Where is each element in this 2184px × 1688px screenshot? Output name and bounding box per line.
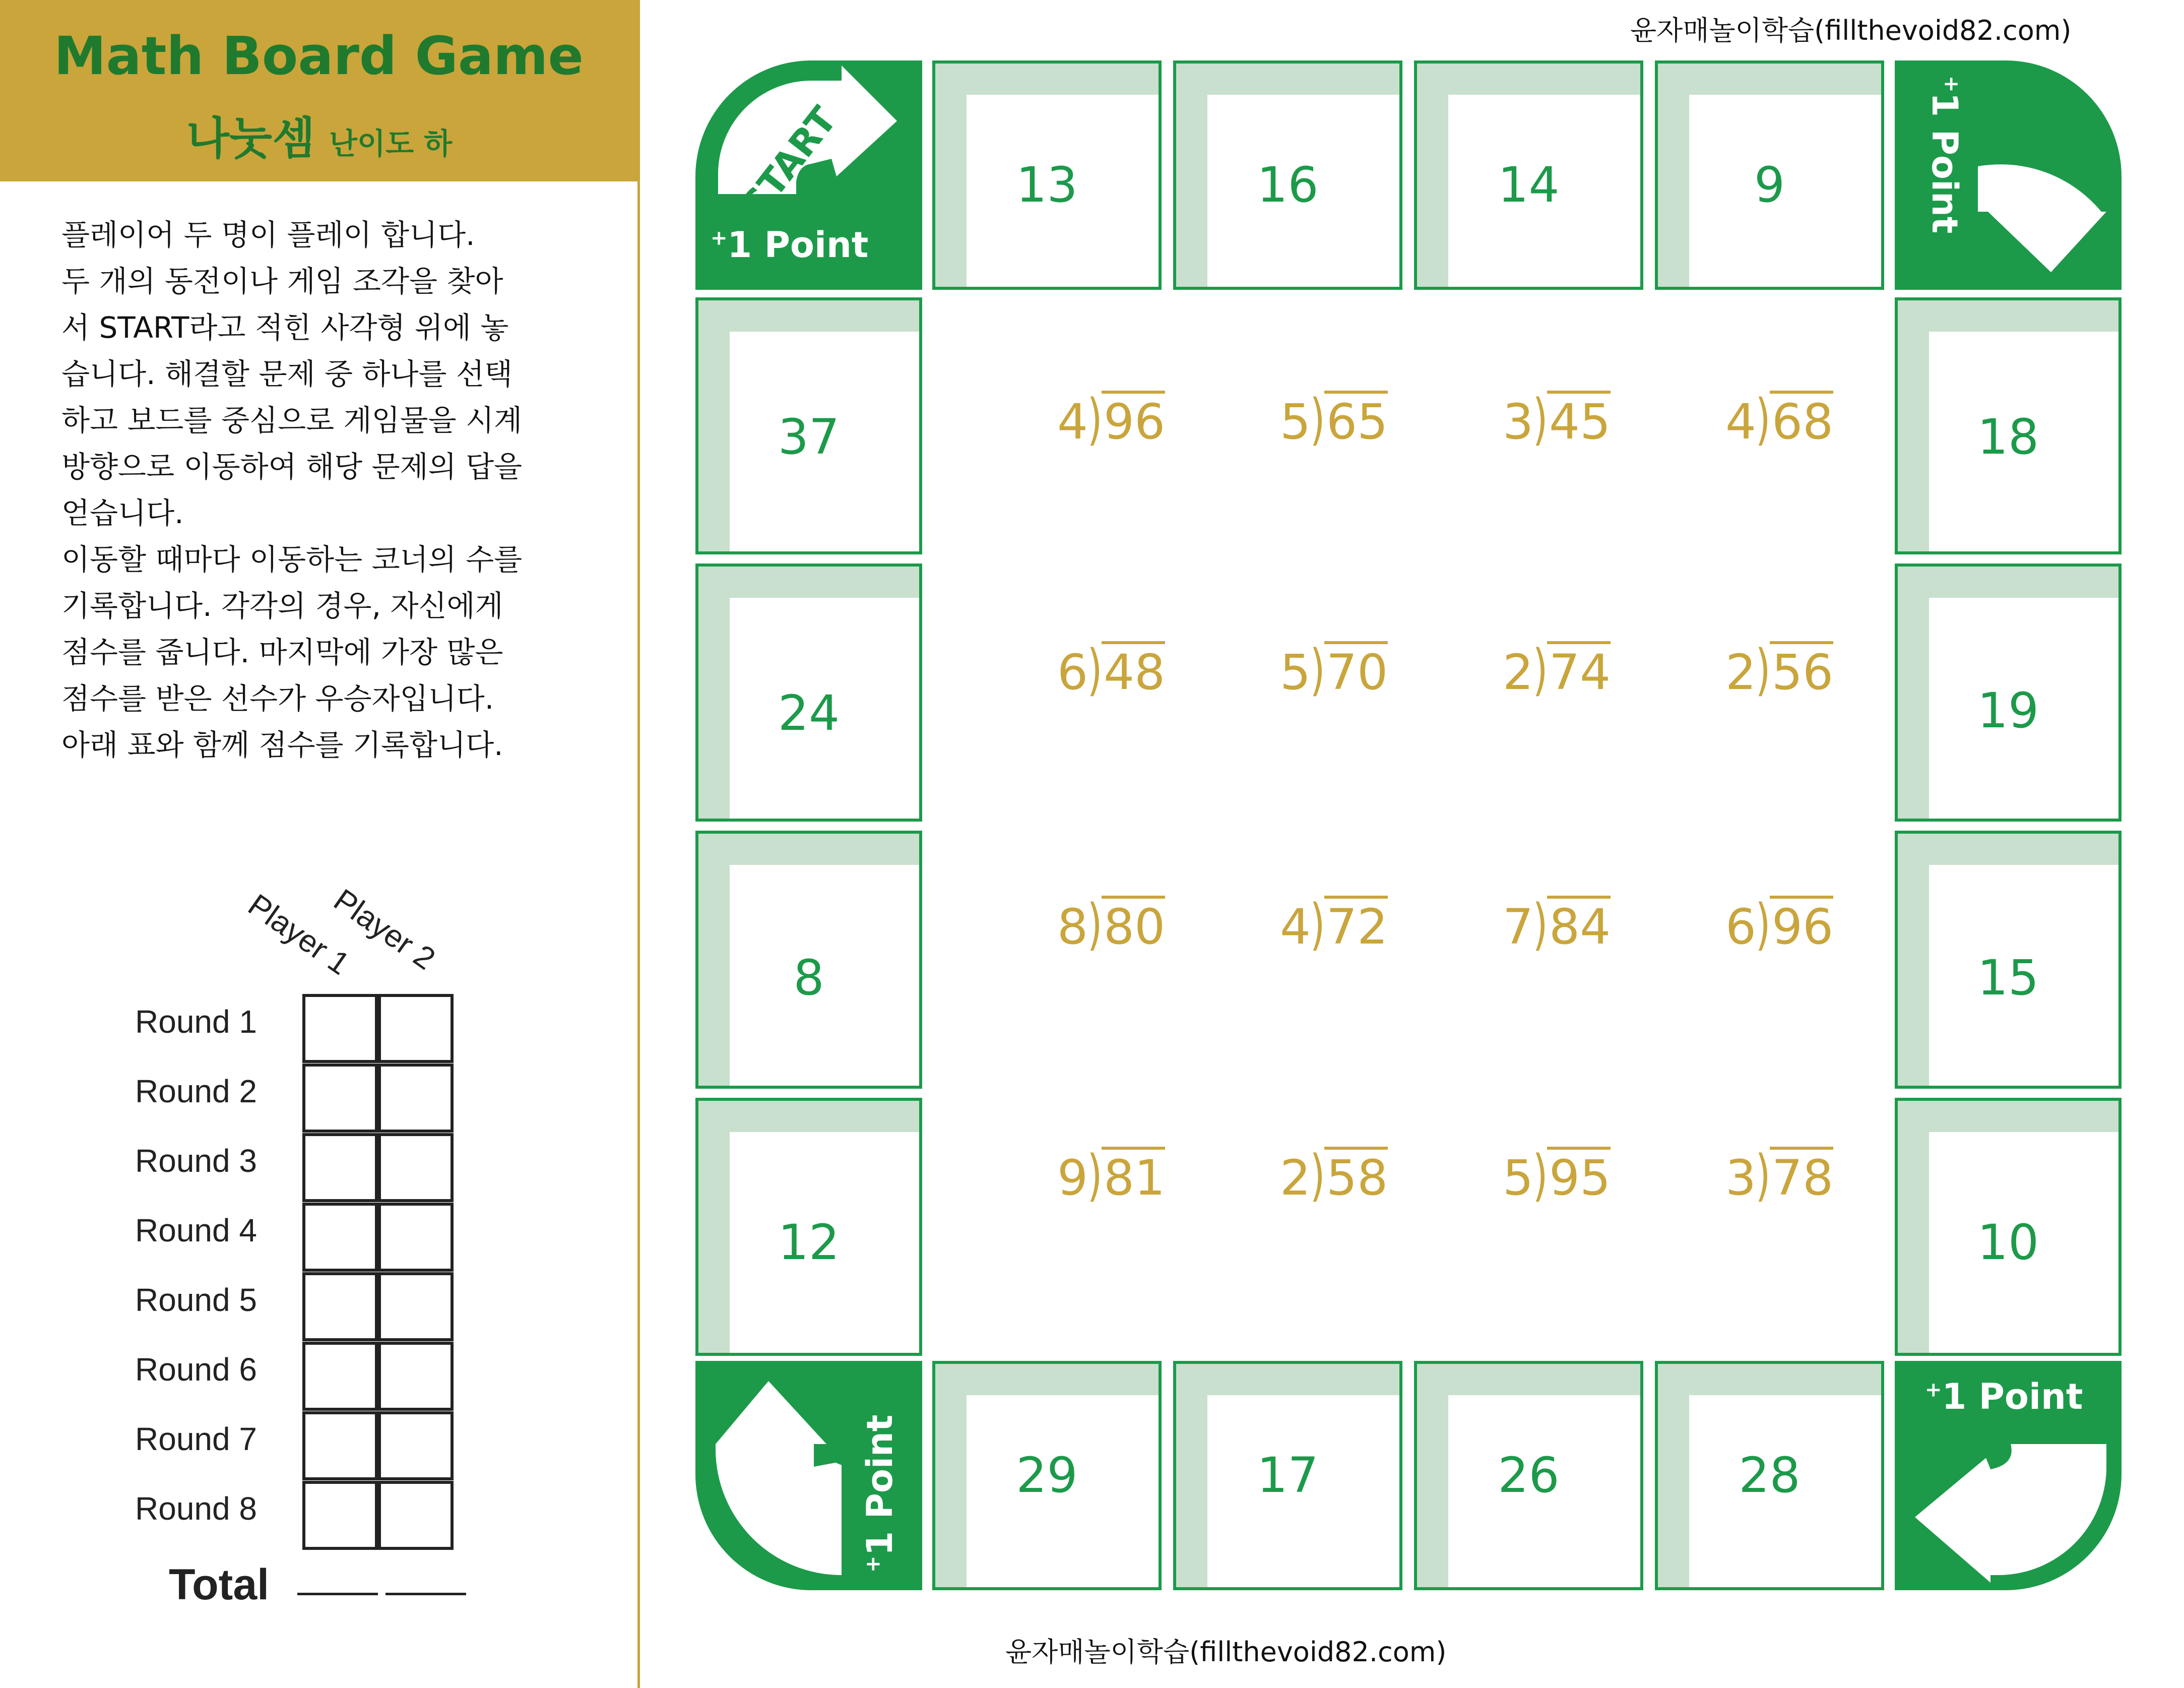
board-square	[1414, 60, 1643, 290]
division-problem: 2)58	[1280, 1143, 1388, 1208]
division-problem: 6)48	[1057, 638, 1166, 702]
board-square	[1173, 60, 1402, 290]
square-number: 28	[1739, 1447, 1801, 1504]
dividend: 84	[1547, 896, 1611, 955]
score-cell[interactable]	[302, 1203, 378, 1272]
player2-header: Player 2	[327, 882, 441, 977]
score-cell[interactable]	[378, 1481, 454, 1550]
instruction-line: 점수를 줍니다. 마지막에 가장 많은	[61, 635, 503, 669]
total-line-player1[interactable]	[297, 1593, 378, 1595]
player1-header: Player 1	[241, 887, 356, 982]
corner-bottom-left	[695, 1361, 922, 1590]
divisor: 2	[1725, 644, 1757, 701]
square-number: 10	[1977, 1214, 2039, 1271]
square-number: 13	[1016, 157, 1078, 213]
board-square	[1895, 831, 2122, 1089]
board-square	[1895, 1098, 2122, 1356]
instruction-line: 방향으로 이동하여 해당 문제의 답을	[61, 450, 523, 484]
total-line-player2[interactable]	[386, 1593, 466, 1595]
divisor: 4	[1280, 899, 1311, 955]
instruction-line: 이동할 때마다 이동하는 코너의 수를	[61, 542, 523, 577]
dividend: 72	[1324, 896, 1388, 955]
square-number: 29	[1016, 1447, 1078, 1504]
square-number: 26	[1498, 1447, 1560, 1504]
division-problem: 3)78	[1725, 1143, 1834, 1208]
divisor: 5	[1280, 644, 1311, 701]
credit-top: 윤자매놀이학습(fillthevoid82.com)	[1630, 15, 2072, 46]
square-number: 24	[778, 685, 840, 741]
division-problem: 9)81	[1057, 1143, 1166, 1208]
board-square	[1655, 1361, 1884, 1590]
dividend: 65	[1324, 391, 1388, 450]
instruction-line: 아래 표와 함께 점수를 기록합니다.	[61, 728, 503, 762]
dividend: 81	[1102, 1147, 1165, 1206]
board-square	[1414, 1361, 1643, 1590]
round-label: Round 2	[135, 1073, 257, 1109]
division-problem: 5)70	[1280, 638, 1388, 702]
instruction-line: 하고 보드를 중심으로 게임물을 시계	[61, 403, 523, 437]
corner-point-label: +1 Point	[711, 224, 869, 266]
divisor: 9	[1057, 1150, 1088, 1206]
board-square	[1895, 564, 2122, 822]
square-number: 9	[1754, 157, 1785, 213]
subtitle-topic: 나눗셈	[186, 112, 315, 164]
score-cell[interactable]	[302, 1272, 378, 1341]
credit-bottom: 윤자매놀이학습(fillthevoid82.com)	[1005, 1636, 1447, 1668]
dividend: 56	[1770, 641, 1833, 701]
square-number: 18	[1977, 409, 2039, 465]
round-label: Round 7	[135, 1421, 257, 1457]
start-label: START	[733, 99, 845, 225]
divisor: 2	[1280, 1150, 1311, 1206]
corner-start	[695, 60, 922, 290]
division-problem: 8)80	[1057, 892, 1166, 957]
divisor: 6	[1057, 644, 1088, 701]
score-cell[interactable]	[302, 1133, 378, 1202]
division-problem: 3)45	[1503, 387, 1611, 452]
square-number: 15	[1977, 950, 2039, 1006]
square-number: 14	[1498, 157, 1560, 213]
score-cell[interactable]	[302, 1411, 378, 1480]
score-cell[interactable]	[378, 1133, 454, 1202]
dividend: 45	[1547, 391, 1611, 450]
dividend: 95	[1547, 1147, 1611, 1206]
score-cell[interactable]	[302, 1064, 378, 1133]
dividend: 96	[1770, 896, 1833, 955]
square-number: 8	[793, 950, 824, 1006]
square-number: 17	[1257, 1447, 1319, 1504]
divisor: 2	[1503, 644, 1534, 701]
divisor: 3	[1725, 1150, 1757, 1206]
dividend: 74	[1547, 641, 1611, 701]
dividend: 70	[1324, 641, 1388, 701]
score-cell[interactable]	[302, 994, 378, 1063]
square-number: 12	[778, 1214, 840, 1271]
round-label: Round 4	[135, 1212, 257, 1248]
dividend: 48	[1102, 641, 1165, 701]
division-problem: 2)74	[1503, 638, 1611, 702]
instruction-line: 얻습니다.	[61, 496, 184, 530]
division-problem: 4)72	[1280, 892, 1388, 957]
board-square	[1173, 1361, 1402, 1590]
score-cell[interactable]	[302, 1342, 378, 1411]
corner-point-label: +1 Point	[1924, 76, 1965, 234]
score-cell[interactable]	[378, 1411, 454, 1480]
instruction-line: 두 개의 동전이나 게임 조각을 찾아	[61, 264, 503, 298]
square-number: 19	[1977, 682, 2039, 739]
score-cell[interactable]	[378, 1203, 454, 1272]
corner-point-label: +1 Point	[859, 1414, 901, 1573]
dividend: 68	[1770, 391, 1833, 450]
board-square	[695, 564, 922, 822]
board-square	[695, 831, 922, 1089]
game-subtitle	[186, 103, 452, 167]
instruction-line: 플레이어 두 명이 플레이 합니다.	[61, 218, 475, 252]
division-problem: 4)96	[1057, 387, 1166, 452]
corner-point-label: +1 Point	[1925, 1376, 2083, 1417]
corner-top-right	[1895, 60, 2122, 290]
dividend: 80	[1102, 896, 1165, 955]
game-title: Math Board Game	[54, 25, 584, 87]
division-problem: 4)68	[1725, 387, 1834, 452]
round-label: Round 5	[135, 1282, 257, 1318]
instruction-line: 서 START라고 적힌 사각형 위에 놓	[61, 310, 509, 345]
score-cell[interactable]	[302, 1481, 378, 1550]
divisor: 4	[1725, 394, 1757, 450]
round-label: Round 8	[135, 1490, 257, 1527]
board-square	[695, 1098, 922, 1356]
round-label: Round 6	[135, 1351, 257, 1388]
total-label: Total	[169, 1560, 270, 1609]
round-label: Round 3	[135, 1143, 257, 1179]
instructions	[61, 212, 606, 768]
dividend: 78	[1770, 1147, 1833, 1206]
score-cell[interactable]	[378, 1342, 454, 1411]
division-problem: 5)65	[1280, 387, 1388, 452]
panel-divider	[637, 0, 640, 1688]
corner-bottom-right	[1895, 1361, 2122, 1590]
score-cell[interactable]	[378, 994, 454, 1063]
divisor: 8	[1057, 899, 1088, 955]
divisor: 6	[1725, 899, 1757, 955]
divisor: 5	[1503, 1150, 1534, 1206]
instruction-line: 습니다. 해결할 문제 중 하나를 선택	[61, 357, 513, 391]
dividend: 96	[1102, 391, 1165, 450]
division-problem: 7)84	[1503, 892, 1611, 957]
divisor: 5	[1280, 394, 1311, 450]
square-number: 16	[1257, 157, 1319, 213]
division-problem: 2)56	[1725, 638, 1834, 702]
divisor: 4	[1057, 394, 1088, 450]
board-square	[932, 60, 1162, 290]
board-square	[1655, 60, 1884, 290]
board-square	[932, 1361, 1162, 1590]
instruction-line: 점수를 받은 선수가 우승자입니다.	[61, 681, 494, 716]
round-label: Round 1	[135, 1004, 257, 1040]
difficulty-label: 난이도 하	[329, 127, 453, 161]
divisor: 3	[1503, 394, 1534, 450]
division-problem: 5)95	[1503, 1143, 1611, 1208]
square-number: 37	[778, 409, 840, 465]
score-cell[interactable]	[378, 1064, 454, 1133]
board-square	[695, 297, 922, 554]
score-cell[interactable]	[378, 1272, 454, 1341]
division-problem: 6)96	[1725, 892, 1834, 957]
dividend: 58	[1324, 1147, 1388, 1206]
divisor: 7	[1503, 899, 1534, 955]
board-square	[1895, 297, 2122, 554]
instruction-line: 기록합니다. 각각의 경우, 자신에게	[61, 589, 503, 623]
